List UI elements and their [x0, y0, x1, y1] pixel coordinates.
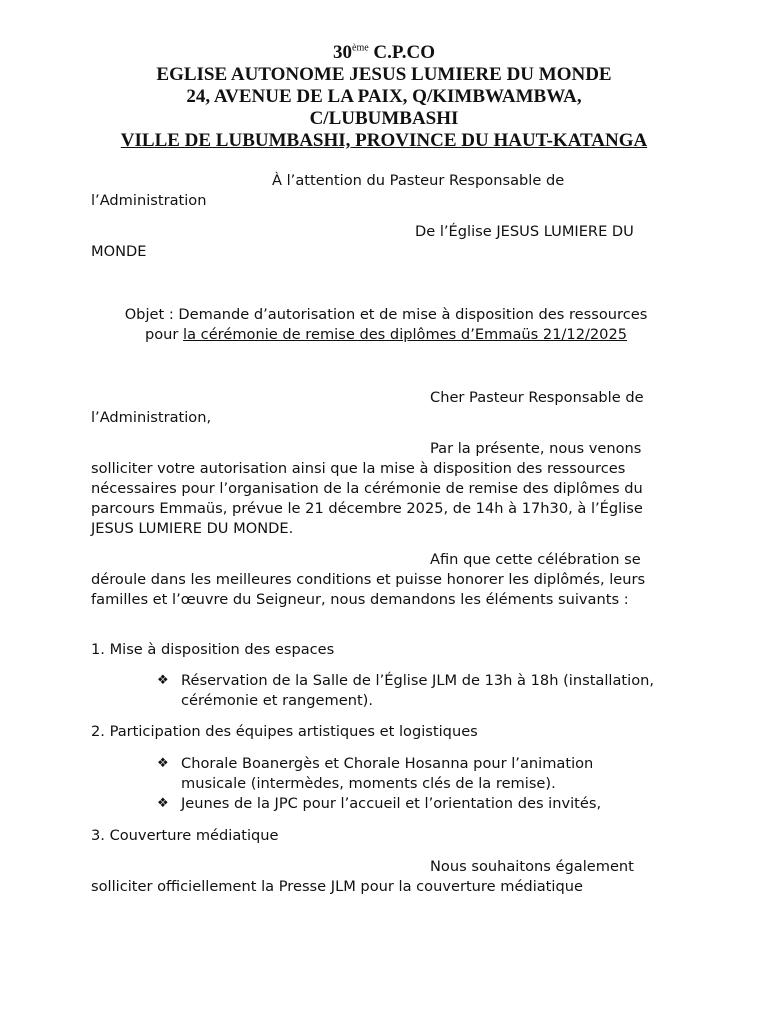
edition-number: 30 — [333, 42, 352, 63]
city-line: VILLE DE LUBUMBASHI, PROVINCE DU HAUT-KATANGA — [120, 130, 648, 151]
paragraph-1 — [91, 439, 681, 539]
edition-name: C.P.CO — [368, 42, 435, 63]
subject-line-1: Objet : Demande d’autorisation et de mise à disposition des ressources — [124, 306, 648, 323]
bullet-icon: ❖ — [157, 796, 169, 811]
paragraph-3 — [91, 857, 681, 897]
org-name: EGLISE AUTONOME JESUS LUMIERE DU MONDE — [156, 64, 612, 85]
address-line-2: C/LUBUMBASHI — [309, 108, 459, 129]
letter-header — [80, 42, 688, 152]
addressee-line-1-cont: l’Administration — [91, 192, 207, 209]
list-item-text: Chorale Boanergès et Chorale Hosanna pour l’animation musicale (intermèdes, moments clés de la remise). — [181, 755, 594, 792]
salutation — [91, 388, 681, 428]
paragraph-1-rest: solliciter votre autorisation ainsi que la mise à disposition des ressources nécessaires pour l’organisation de la cérémonie de remise des diplômes du parcours Emmaüs, prévue le 21 décembre 2025, de 14h à 17h30, à l’Église JESUS LUMIERE DU MONDE. — [91, 460, 643, 537]
list-item-text: Jeunes de la JPC pour l’accueil et l’orientation des invités, — [181, 795, 602, 812]
paragraph-3-first: Nous souhaitons également — [430, 858, 634, 875]
salutation-cont: l’Administration, — [91, 409, 212, 426]
list-item-text: Réservation de la Salle de l’Église JLM de 13h à 18h (installation, cérémonie et rangement). — [181, 672, 655, 709]
subject — [91, 305, 681, 345]
subject-line-2 — [91, 325, 681, 345]
section-heading: 2. Participation des équipes artistiques et logistiques — [91, 723, 478, 740]
bullet-icon: ❖ — [157, 756, 169, 771]
subject-event: la cérémonie de remise des diplômes d’Emmaüs 21/12/2025 — [183, 326, 628, 343]
addressee-line-1-text: À l’attention du Pasteur Responsable de — [272, 172, 565, 189]
edition-suffix: ème — [352, 42, 369, 54]
addressee-line-2 — [91, 222, 681, 262]
paragraph-2 — [91, 550, 681, 610]
addressee-line-2-text: De l’Église JESUS LUMIERE DU — [415, 223, 634, 240]
paragraph-2-first: Afin que cette célébration se — [430, 551, 641, 568]
edition-line — [80, 42, 688, 64]
address-line-1: 24, AVENUE DE LA PAIX, Q/KIMBWAMBWA, — [186, 86, 582, 107]
section-heading: 3. Couverture médiatique — [91, 827, 279, 844]
bullet-icon: ❖ — [157, 673, 169, 688]
paragraph-1-first: Par la présente, nous venons — [430, 440, 642, 457]
paragraph-3-rest: solliciter officiellement la Presse JLM pour la couverture médiatique — [91, 878, 583, 895]
section-heading: 1. Mise à disposition des espaces — [91, 641, 335, 658]
addressee-line-1 — [91, 171, 681, 211]
salutation-text: Cher Pasteur Responsable de — [430, 389, 644, 406]
subject-prefix: pour — [144, 326, 184, 343]
addressee-line-2-cont: MONDE — [91, 243, 147, 260]
paragraph-2-rest: déroule dans les meilleures conditions et puisse honorer les diplômés, leurs familles et l’œuvre du Seigneur, nous demandons les éléments suivants : — [91, 571, 646, 608]
